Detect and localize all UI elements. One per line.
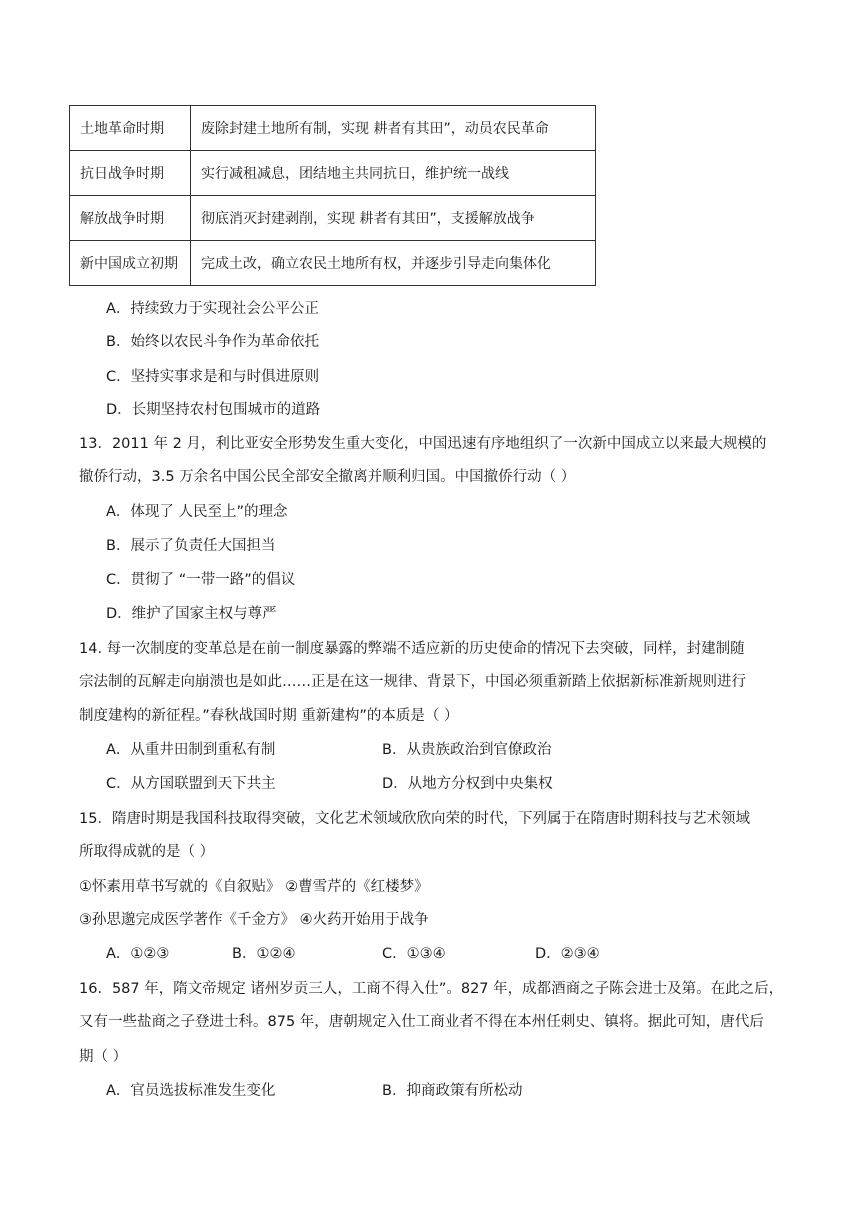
table-cell-period: 新中国成立初期 [70, 241, 191, 286]
q16-stem-line: 又有一些盐商之子登进士科。875 年，唐朝规定入仕工商业者不得在本州任刺史、镇将。据此可知，唐代后 [79, 1014, 764, 1030]
q14-option-a: A．从重井田制到重私有制 [106, 742, 276, 758]
q12-option-d: D．长期坚持农村包围城市的道路 [106, 402, 321, 418]
q16-stem-line: 期（ ） [79, 1049, 128, 1065]
q13-stem-line: 13．2011 年 2 月，利比亚安全形势发生重大变化，中国迅速有序地组织了一次新中国成立以来最大规模的 [79, 436, 767, 452]
land-policy-table [69, 105, 596, 286]
q14-stem-line: 制度建构的新征程。”春秋战国时期 重新建构”的本质是（ ） [79, 708, 459, 724]
q14-stem-line: 宗法制的瓦解走向崩溃也是如此……正是在这一规律、背景下，中国必须重新踏上依据新标准新规则进行 [79, 674, 746, 690]
q13-option-c: C．贯彻了 “一带一路”的倡议 [106, 572, 296, 588]
q15-option-a: A．①②③ [106, 946, 170, 962]
table-row [70, 196, 596, 241]
q12-option-a: A．持续致力于实现社会公平公正 [106, 301, 319, 317]
table-row [70, 106, 596, 151]
table-cell-period: 解放战争时期 [70, 196, 191, 241]
q14-option-c: C．从方国联盟到天下共主 [106, 776, 276, 792]
q16-option-a: A．官员选拔标准发生变化 [106, 1083, 276, 1099]
q13-option-b: B．展示了负责任大国担当 [106, 538, 276, 554]
q13-option-d: D．维护了国家主权与尊严 [106, 606, 277, 622]
q12-option-c: C．坚持实事求是和与时俱进原则 [106, 369, 320, 385]
q12-option-b: B．始终以农民斗争作为革命依托 [106, 334, 319, 350]
q15-option-b: B．①②④ [232, 946, 296, 962]
q13-option-a: A．体现了 人民至上”的理念 [106, 504, 288, 520]
q14-option-b: B．从贵族政治到官僚政治 [382, 742, 552, 758]
q14-option-d: D．从地方分权到中央集权 [382, 776, 553, 792]
q15-stem-line: 15．隋唐时期是我国科技取得突破，文化艺术领域欣欣向荣的时代，下列属于在隋唐时期科技与艺术领域 [79, 811, 750, 827]
q16-stem-line: 16．587 年，隋文帝规定 诸州岁贡三人，工商不得入仕”。827 年，成都酒商之子陈会进士及第。在此之后， [79, 981, 784, 997]
q15-item-line: ①怀素用草书写就的《自叙贴》 ②曹雪芹的《红楼梦》 [79, 879, 429, 895]
table-cell-policy: 完成土改，确立农民土地所有权，并逐步引导走向集体化 [191, 241, 596, 286]
table-row [70, 151, 596, 196]
table-row [70, 241, 596, 286]
q15-stem-line: 所取得成就的是（ ） [79, 844, 215, 860]
table-cell-period: 土地革命时期 [70, 106, 191, 151]
q15-option-d: D．②③④ [535, 946, 600, 962]
q15-option-c: C．①③④ [382, 946, 446, 962]
table-cell-policy: 实行减租减息，团结地主共同抗日，维护统一战线 [191, 151, 596, 196]
q16-option-b: B．抑商政策有所松动 [382, 1083, 523, 1099]
q13-stem-line: 撤侨行动，3.5 万余名中国公民全部安全撤离并顺利归国。中国撤侨行动（ ） [79, 469, 576, 485]
table-cell-policy: 彻底消灭封建剥削，实现 耕者有其田”，支援解放战争 [191, 196, 596, 241]
q15-item-line: ③孙思邈完成医学著作《千金方》 ④火药开始用于战争 [79, 912, 429, 928]
table-cell-period: 抗日战争时期 [70, 151, 191, 196]
table-cell-policy: 废除封建土地所有制，实现 耕者有其田”，动员农民革命 [191, 106, 596, 151]
q14-stem-line: 14. 每一次制度的变革总是在前一制度暴露的弊端不适应新的历史使命的情况下去突破，同样，封建制随 [79, 641, 745, 657]
